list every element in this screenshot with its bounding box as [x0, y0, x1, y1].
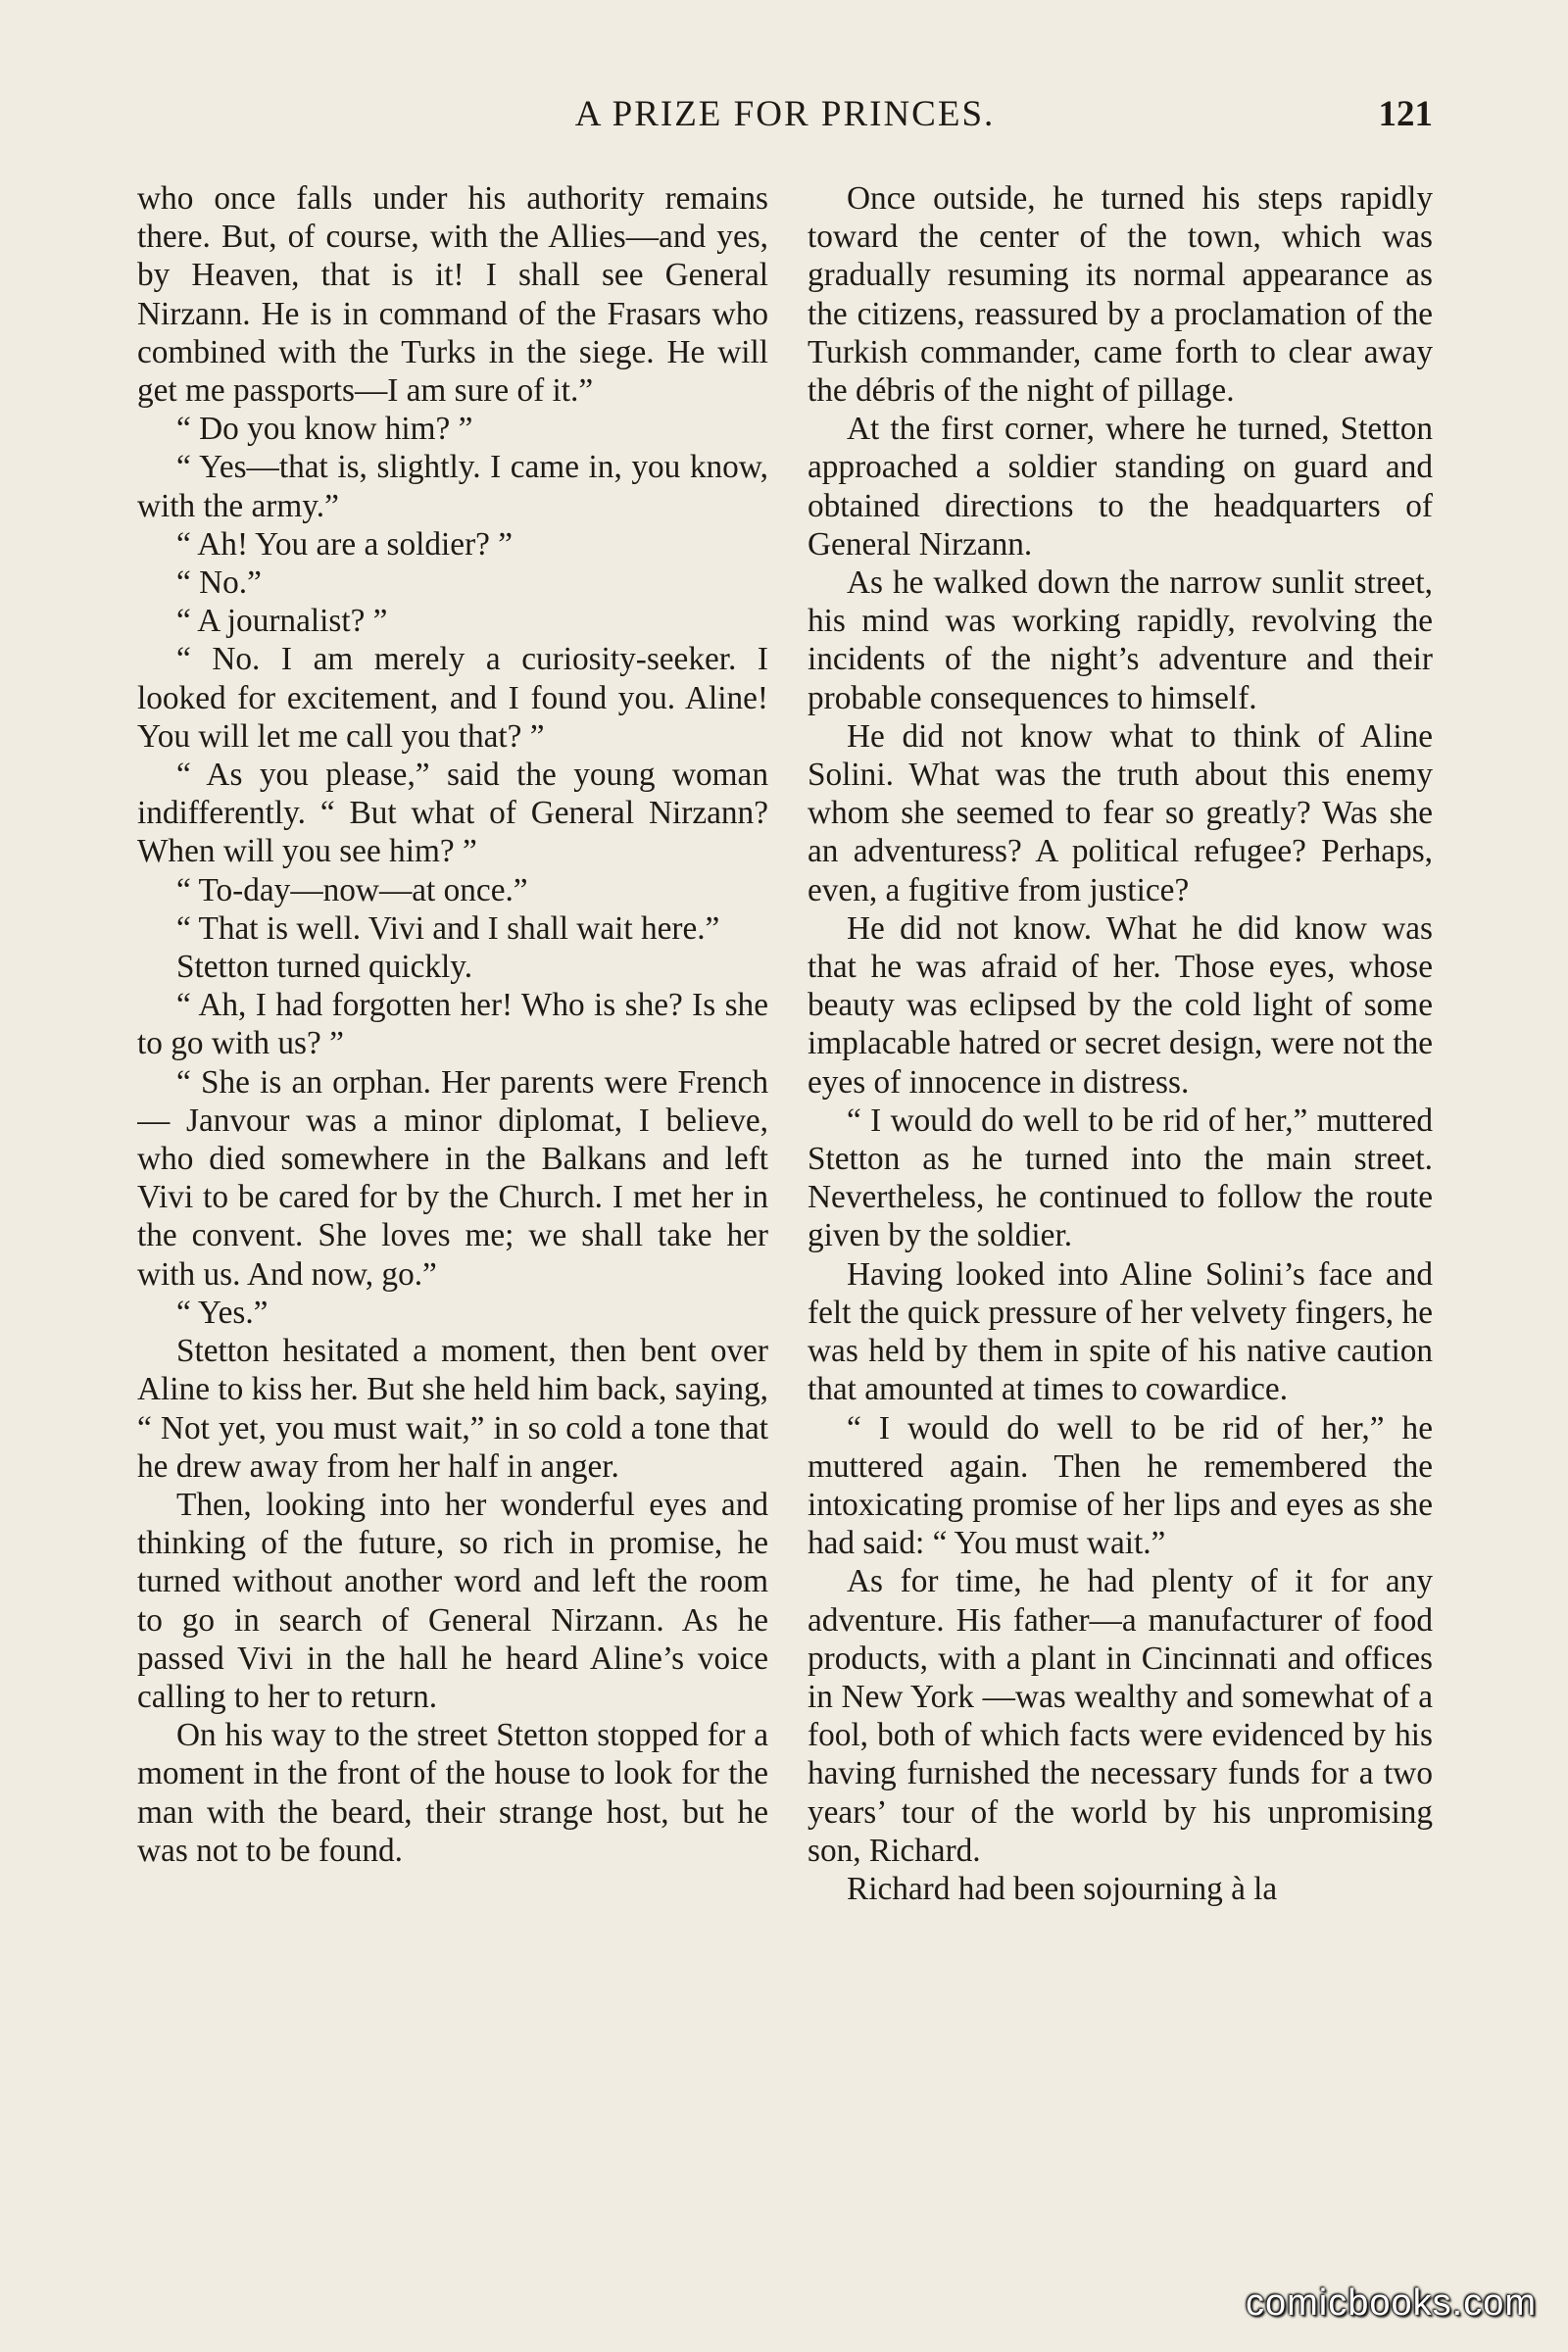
paragraph: At the first corner, where he turned, Stetton approached a soldier standing on guard and obtained directions to the headquarters of General Nirzann. — [808, 411, 1433, 563]
paragraph: On his way to the street Stetton stopped for a moment in the front of the house to look for the man with the beard, their strange host, but he was not to be found. — [137, 1717, 768, 1869]
page-number: 121 — [1378, 94, 1433, 134]
paragraph: Then, looking into her wonderful eyes and thinking of the future, so rich in promise, he turned without another word and left the room to go in search of General Nirzann. As he passed Vivi in the hall he heard Aline’s voice calling to her to return. — [137, 1486, 768, 1715]
paragraph: “ That is well. Vivi and I shall wait here.” — [176, 909, 720, 947]
paragraph: “ I would do well to be rid of her,” muttered Stetton as he turned into the main street. Nevertheless, he continued to follow the route given by the soldier. — [808, 1102, 1433, 1254]
paragraph: As for time, he had plenty of it for any adventure. His father—a manufacturer of food products, with a plant in Cincinnati and offices in New York —was wealthy and somewhat of a fool, both of which facts were evidenced by his having furnished the necessary funds for a two years’ tour of the world by his unpromising son, Richard. — [808, 1563, 1433, 1869]
paragraph: Once outside, he turned his steps rapidly toward the center of the town, which was gradually resuming its normal appearance as the citizens, reassured by a proclamation of the Turkish commander, came forth to clear away the débris of the night of pillage. — [808, 180, 1433, 410]
paragraph: “ Ah! You are a soldier? ” — [176, 525, 514, 563]
paragraph: “ A journalist? ” — [176, 603, 388, 640]
paragraph: Richard had been sojourning à la — [847, 1870, 1278, 1907]
paragraph: “ No.” — [176, 564, 262, 602]
paragraph: who once falls under his authority remains there. But, of course, with the Allies—and yes, by Heaven, that is it! I shall see General Nirzann. He is in command of the Frasars who combined with the Turks in the siege. He will get me passports—I am sure of it.” — [137, 180, 768, 410]
paragraph: As he walked down the narrow sunlit street, his mind was working rapidly, revolving the incidents of the night’s adventure and their probable consequences to himself. — [808, 564, 1433, 716]
paragraph: “ Ah, I had forgotten her! Who is she? Is she to go with us? ” — [137, 987, 768, 1062]
page-header — [137, 93, 1433, 152]
paragraph: Having looked into Aline Solini’s face and felt the quick pressure of her velvety fingers, he was held by them in spite of his native caution that amounted at times to cowardice. — [808, 1255, 1433, 1408]
paragraph: He did not know what to think of Aline Solini. What was the truth about this enemy whom she seemed to fear so greatly? Was she an adventuress? A political refugee? Perhaps, even, a fugitive from justice? — [808, 717, 1433, 908]
right-text-column — [808, 179, 1433, 2218]
paragraph: “ She is an orphan. Her parents were French — Janvour was a minor diplomat, I believe, who died somewhere in the Balkans and left Vivi to be cared for by the Church. I met her in the convent. She loves me; we shall take her with us. And now, go.” — [137, 1063, 768, 1293]
paragraph: “ I would do well to be rid of her,” he muttered again. Then he remembered the intoxicating promise of her lips and eyes as she had said: “ You must wait.” — [808, 1409, 1433, 1562]
paragraph: Stetton turned quickly. — [176, 949, 473, 986]
paragraph: “ No. I am merely a curiosity-seeker. I looked for excitement, and I found you. Aline! You will let me call you that? ” — [137, 641, 768, 755]
paragraph: “ Do you know him? ” — [176, 411, 473, 448]
paragraph: “ Yes.” — [176, 1294, 269, 1331]
paragraph: Stetton hesitated a moment, then bent over Aline to kiss her. But she held him back, saying, “ Not yet, you must wait,” in so cold a tone that he drew away from her half in anger. — [137, 1333, 768, 1485]
paragraph: “ To-day—now—at once.” — [176, 871, 528, 908]
watermark-logo: comicbooks.com — [1246, 2282, 1537, 2324]
paragraph: He did not know. What he did know was that he was afraid of her. Those eyes, whose beauty was eclipsed by the cold light of some implacable hatred or secret design, were not the eyes of innocence in distress. — [808, 909, 1433, 1101]
left-text-column — [137, 179, 768, 2218]
running-title: A PRIZE FOR PRINCES. — [574, 94, 996, 134]
paragraph: “ As you please,” said the young woman indifferently. “ But what of General Nirzann? When will you see him? ” — [137, 757, 768, 870]
paragraph: “ Yes—that is, slightly. I came in, you know, with the army.” — [137, 449, 768, 524]
